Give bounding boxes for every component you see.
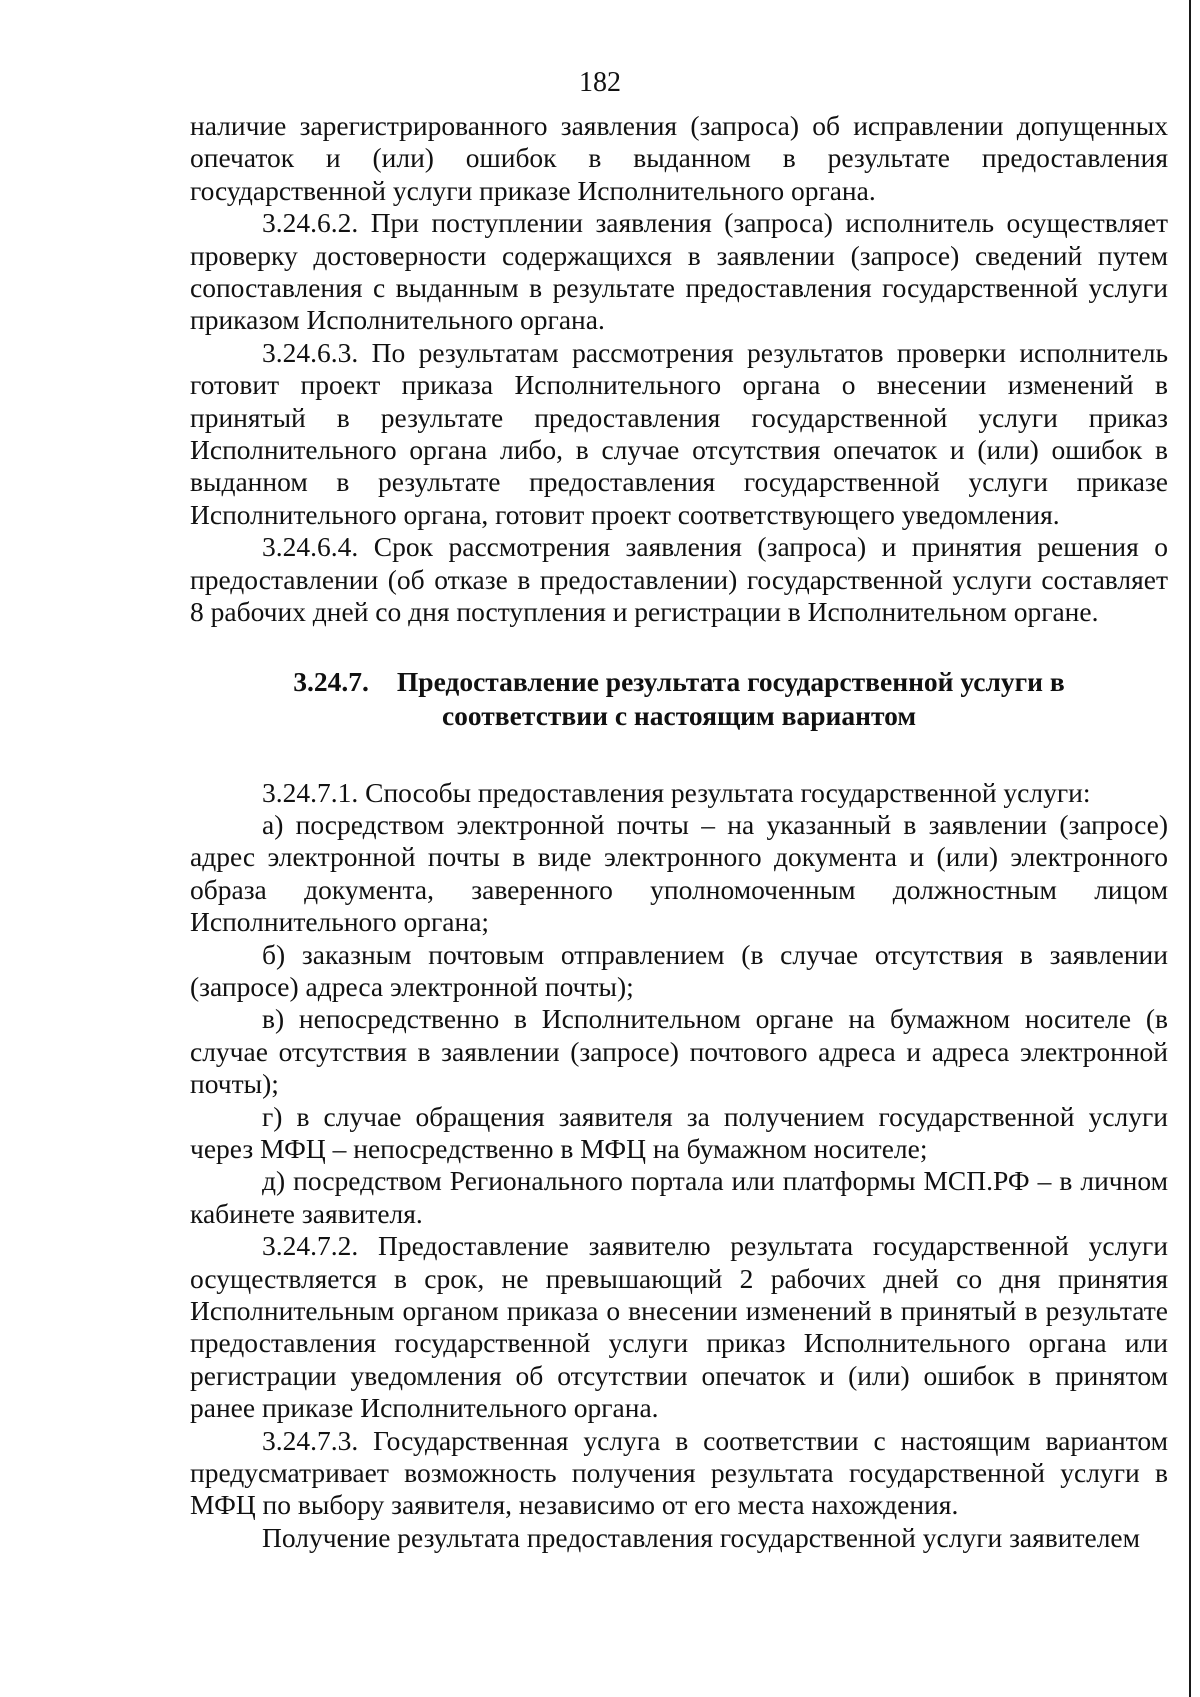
- list-item-g: г) в случае обращения заявителя за получением государственной услуги через МФЦ – непосредственно в МФЦ на бумажном носителе;: [190, 1100, 1168, 1164]
- list-item-v: в) непосредственно в Исполнительном органе на бумажном носителе (в случае отсутствия в заявлении (запросе) почтового адреса и адреса электронной почты);: [190, 1003, 1168, 1100]
- section-title-part-2: соответствии с настоящим вариантом: [441, 699, 917, 731]
- paragraph-receipt: Получение результата предоставления государственной услуги заявителем: [262, 1521, 1141, 1553]
- paragraph-3-24-6-4: 3.24.6.4. Срок рассмотрения заявления (запроса) и принятия решения о предоставлении (об отказе в предоставлении) государственной услуги составляет 8 рабочих дней со дня поступления и регистрации в Исполнительном органе.: [190, 531, 1168, 628]
- section-title-part-1: Предоставление результата государственной услуги в: [396, 665, 1065, 697]
- paragraph-3-24-6-2: 3.24.6.2. При поступлении заявления (запроса) исполнитель осуществляет проверку достоверности содержащихся в заявлении (запросе) сведений путем сопоставления с выданным в результате предоставления государственной услуги приказом Исполнительного органа.: [190, 207, 1168, 336]
- list-item-d: д) посредством Регионального портала или платформы МСП.РФ – в личном кабинете заявителя.: [190, 1165, 1168, 1229]
- paragraph-3-24-7-1: 3.24.7.1. Способы предоставления результата государственной услуги:: [262, 776, 1091, 808]
- paragraph-continuation: наличие зарегистрированного заявления (запроса) об исправлении допущенных опечаток и (или) ошибок в выданном в результате предоставления государственной услуги приказе Исполнительного органа.: [190, 110, 1168, 206]
- page-edge-rule: [1189, 0, 1191, 1697]
- paragraph-3-24-6-3: 3.24.6.3. По результатам рассмотрения результатов проверки исполнитель готовит проект приказа Исполнительного органа о внесении изменений в принятый в результате предоставления государственной услуги приказ Исполнительного органа либо, в случае отсутствия опечаток и (или) ошибок в выданном в результате предоставления государственной услуги приказе Исполнительного органа, готовит проект соответствующего уведомления.: [190, 336, 1168, 530]
- section-heading: [190, 665, 1168, 733]
- section-heading-line-1: [190, 665, 1168, 699]
- section-number: 3.24.7.: [293, 665, 369, 697]
- list-item-a: а) посредством электронной почты – на указанный в заявлении (запросе) адрес электронной почты в виде электронного документа и (или) электронного образа документа, заверенного уполномоченным должностным лицом Исполнительного органа;: [190, 808, 1168, 938]
- list-item-b: б) заказным почтовым отправлением (в случае отсутствия в заявлении (запросе) адреса электронной почты);: [190, 938, 1168, 1002]
- paragraph-3-24-7-2: 3.24.7.2. Предоставление заявителю результата государственной услуги осуществляется в срок, не превышающий 2 рабочих дней со дня принятия Исполнительным органом приказа о внесении изменений в принятый в результате предоставления государственной услуги приказ Исполнительного органа или регистрации уведомления об отсутствии опечаток и (или) ошибок в принятом ранее приказе Исполнительного органа.: [190, 1230, 1168, 1424]
- document-body: [190, 110, 1168, 1554]
- paragraph-3-24-7-3: 3.24.7.3. Государственная услуга в соответствии с настоящим вариантом предусматривает возможность получения результата государственной услуги в МФЦ по выбору заявителя, независимо от его места нахождения.: [190, 1424, 1168, 1521]
- page-number: 182: [579, 67, 621, 98]
